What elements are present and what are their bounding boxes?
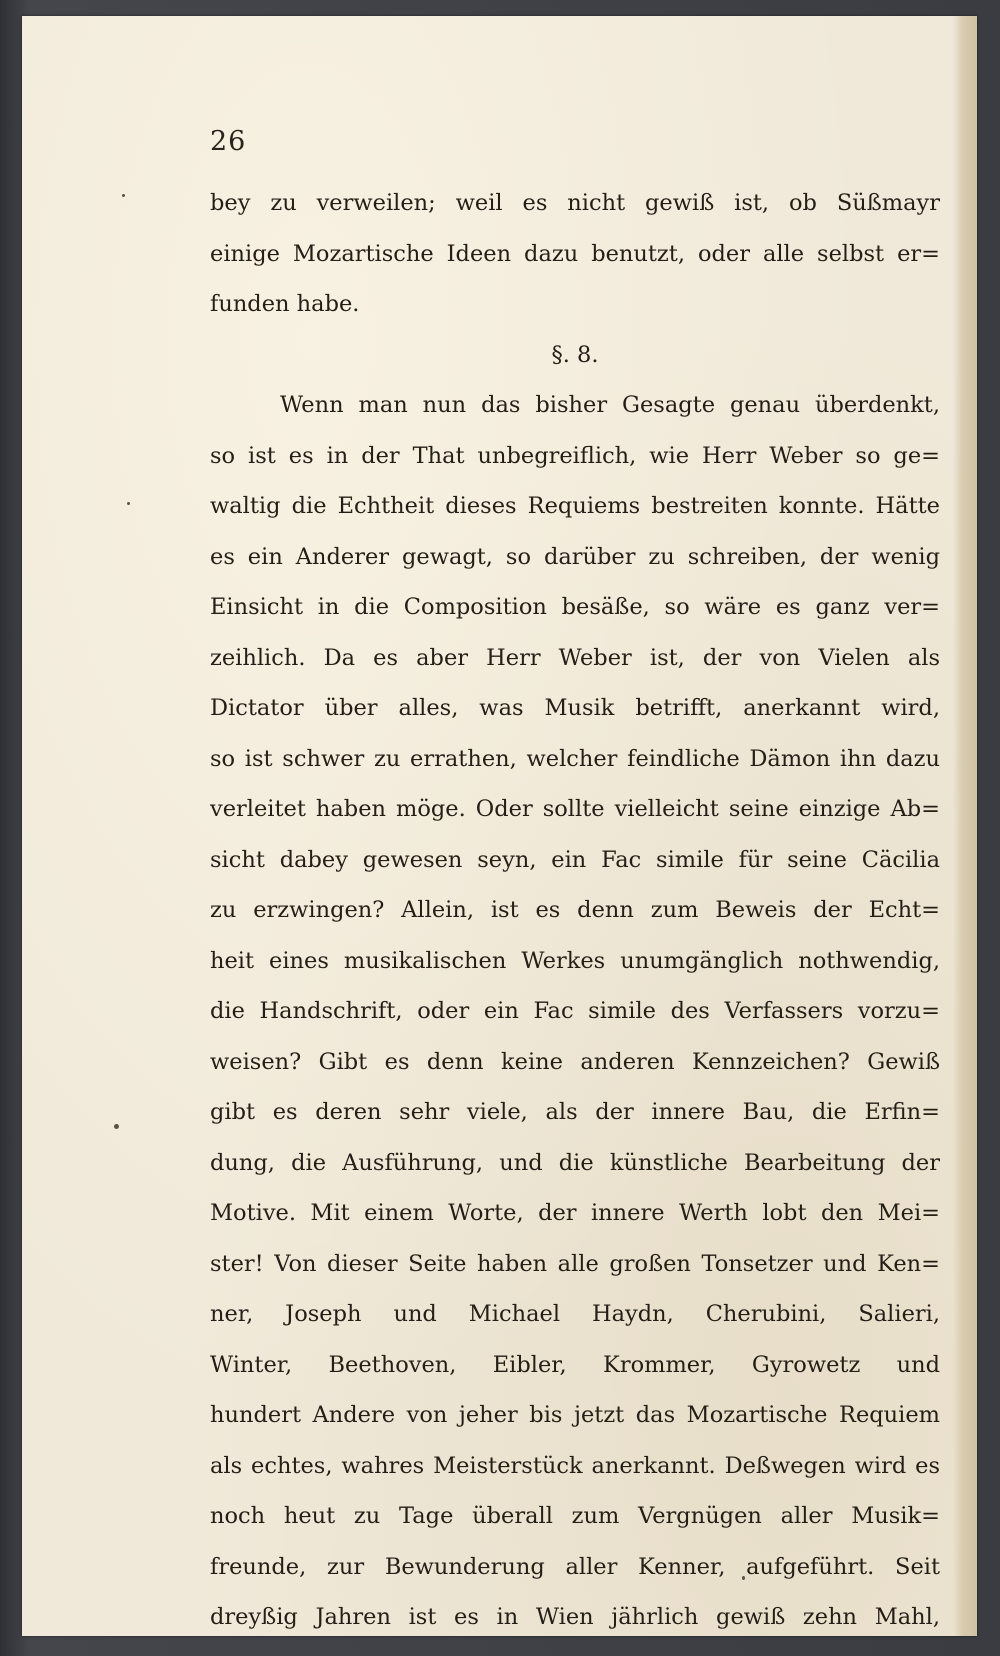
text-line: Einsicht in die Composition besäße, so wäre es ganz ver= <box>210 594 940 620</box>
text-line: so ist schwer zu errathen, welcher feindliche Dämon ihn dazu <box>210 745 940 772</box>
body-text <box>210 178 940 1643</box>
book-page <box>22 16 977 1636</box>
text-line: funden habe. <box>210 291 360 317</box>
paper-speck <box>127 502 130 505</box>
text-line: Wenn man nun das bisher Gesagte genau überdenkt, <box>280 392 940 418</box>
text-line: freunde, zur Bewunderung aller Kenner, aufgeführt. Seit <box>210 1553 940 1580</box>
text-line: einige Mozartische Ideen dazu benutzt, oder alle selbst er= <box>210 240 940 267</box>
text-line: dreyßig Jahren ist es in Wien jährlich gewiß zehn Mahl, <box>210 1604 940 1630</box>
text-line: waltig die Echtheit dieses Requiems bestreiten konnte. Hätte <box>210 493 940 519</box>
text-line: hundert Andere von jeher bis jetzt das Mozartische Requiem <box>210 1402 940 1428</box>
page-edge <box>953 16 977 1636</box>
text-line: zeihlich. Da es aber Herr Weber ist, der von Vielen als <box>210 644 940 671</box>
text-line: sicht dabey gewesen seyn, ein Fac simile für seine Cäcilia <box>210 846 940 873</box>
text-line: gibt es deren sehr viele, als der innere Bau, die Erfin= <box>210 1099 940 1125</box>
text-line: weisen? Gibt es denn keine anderen Kennzeichen? Gewiß <box>210 1048 940 1075</box>
text-line: heit eines musikalischen Werkes unumgänglich nothwendig, <box>210 947 940 974</box>
text-line: zu erzwingen? Allein, ist es denn zum Beweis der Echt= <box>210 897 940 923</box>
text-line: so ist es in der That unbegreiflich, wie Herr Weber so ge= <box>210 442 940 469</box>
text-line: ster! Von dieser Seite haben alle großen Tonsetzer und Ken= <box>210 1250 940 1277</box>
text-line: Winter, Beethoven, Eibler, Krommer, Gyrowetz und <box>210 1351 940 1378</box>
text-line: verleitet haben möge. Oder sollte vielleicht seine einzige Ab= <box>210 796 940 822</box>
paper-speck <box>114 1124 119 1129</box>
text-line: ner, Joseph und Michael Haydn, Cherubini, Salieri, <box>210 1301 940 1327</box>
text-line: bey zu verweilen; weil es nicht gewiß ist, ob Süßmayr <box>210 190 940 216</box>
text-line: Motive. Mit einem Worte, der innere Werth lobt den Mei= <box>210 1200 940 1226</box>
text-line: die Handschrift, oder ein Fac simile des Verfassers vorzu= <box>210 998 940 1024</box>
text-line: dung, die Ausführung, und die künstliche Bearbeitung der <box>210 1149 940 1176</box>
page-number: 26 <box>210 126 247 157</box>
text-line: noch heut zu Tage überall zum Vergnügen aller Musik= <box>210 1503 940 1529</box>
paper-speck <box>122 194 125 197</box>
text-line: Dictator über alles, was Musik betrifft, anerkannt wird, <box>210 695 940 721</box>
text-line: es ein Anderer gewagt, so darüber zu schreiben, der wenig <box>210 543 940 570</box>
text-line: als echtes, wahres Meisterstück anerkannt. Deßwegen wird es <box>210 1452 940 1479</box>
section-heading: §. 8. <box>551 341 599 368</box>
